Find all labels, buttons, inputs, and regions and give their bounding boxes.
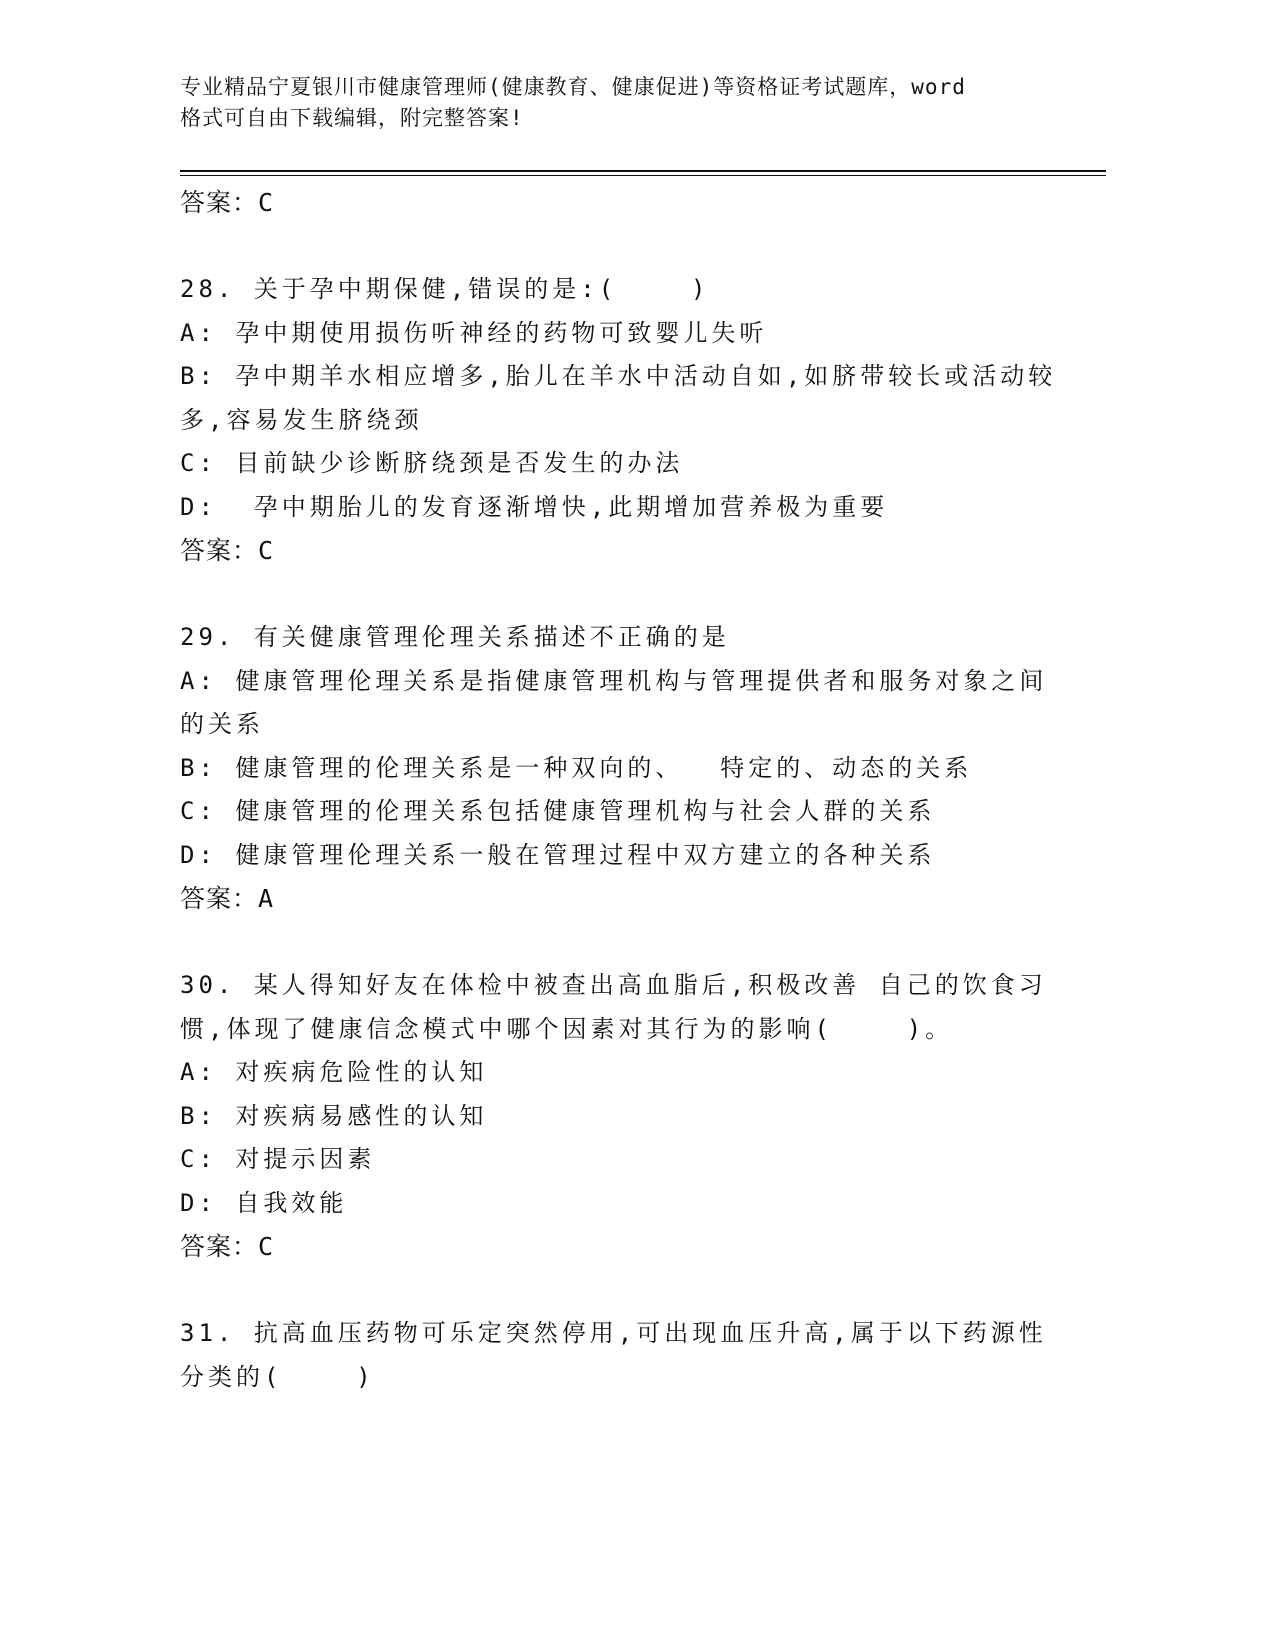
option-c: C: 健康管理的伦理关系包括健康管理机构与社会人群的关系 <box>180 797 936 825</box>
answer-line <box>180 1225 1070 1268</box>
question-item <box>180 964 1070 1268</box>
question-text: 28. 关于孕中期保健,错误的是:( ) <box>180 275 710 303</box>
option-a: A: 孕中期使用损伤听神经的药物可致婴儿失听 <box>180 318 768 347</box>
spacer <box>180 1268 1070 1312</box>
option-d: D: 孕中期胎儿的发育逐渐增快,此期增加营养极为重要 <box>180 492 889 521</box>
question-list <box>180 181 1070 1399</box>
question-text: 29. 有关健康管理伦理关系描述不正确的是 <box>180 623 730 651</box>
option-d: D: 健康管理伦理关系一般在管理过程中双方建立的各种关系 <box>180 840 936 869</box>
option-a: A: 健康管理伦理关系是指健康管理机构与管理提供者和服务对象之间 <box>180 666 1048 695</box>
question-text-continuation: 惯,体现了健康信念模式中哪个因素对其行为的影响( )。 <box>180 1014 954 1043</box>
answer-label: 答案： <box>180 188 259 217</box>
question-text: 31. 抗高血压药物可乐定突然停用,可出现血压升高,属于以下药源性 <box>180 1319 1047 1347</box>
option-d: D: 自我效能 <box>180 1188 348 1217</box>
spacer <box>180 920 1070 964</box>
answer-label: 答案： <box>180 884 259 913</box>
question-item <box>180 616 1070 920</box>
option-b: B: 对疾病易感性的认知 <box>180 1101 488 1130</box>
answer-label: 答案： <box>180 536 259 565</box>
page-header <box>180 72 1060 134</box>
answer-value: C <box>258 536 275 565</box>
option-a: A: 对疾病危险性的认知 <box>180 1058 488 1086</box>
answer-line <box>180 877 1070 920</box>
spacer <box>180 224 1070 268</box>
header-divider-thick <box>180 170 1106 172</box>
answer-line <box>180 529 1070 572</box>
answer-line <box>180 181 1070 224</box>
spacer <box>180 572 1070 616</box>
answer-value: A <box>258 884 275 913</box>
question-item <box>180 268 1070 572</box>
header-line-1: 专业精品宁夏银川市健康管理师(健康教育、健康促进)等资格证考试题库，word <box>180 75 966 99</box>
question-text-continuation: 分类的( ) <box>180 1362 375 1391</box>
header-divider-thin <box>180 175 1106 176</box>
option-b: B: 孕中期羊水相应增多,胎儿在羊水中活动自如,如脐带较长或活动较 <box>180 362 1057 390</box>
answer-value: C <box>258 1232 275 1261</box>
option-b-continuation: 多,容易发生脐绕颈 <box>180 405 423 434</box>
option-c: C: 目前缺少诊断脐绕颈是否发生的办法 <box>180 449 684 477</box>
option-c: C: 对提示因素 <box>180 1145 376 1173</box>
option-a-continuation: 的关系 <box>180 710 264 738</box>
answer-value: C <box>258 188 275 217</box>
option-b: B: 健康管理的伦理关系是一种双向的、 特定的、动态的关系 <box>180 753 973 782</box>
header-line-2: 格式可自由下载编辑，附完整答案! <box>180 106 524 130</box>
answer-label: 答案： <box>180 1232 259 1261</box>
question-text: 30. 某人得知好友在体检中被查出高血脂后,积极改善 自己的饮食习 <box>180 971 1047 999</box>
question-item <box>180 1312 1070 1399</box>
